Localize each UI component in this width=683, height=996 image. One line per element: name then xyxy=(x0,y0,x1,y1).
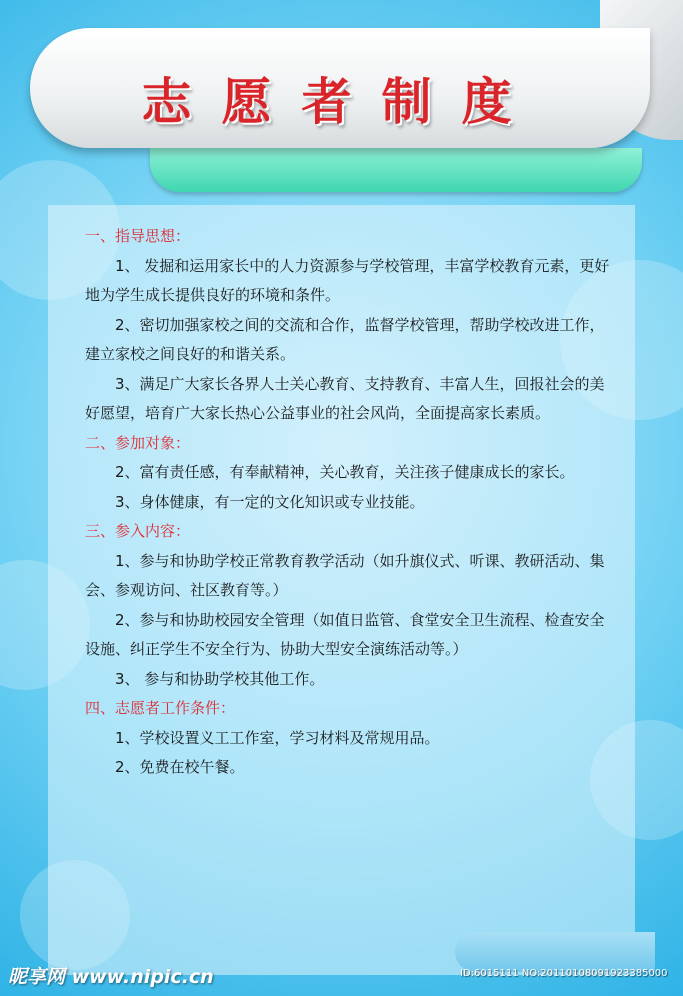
paragraph: 1、学校设置义工工作室，学习材料及常规用品。 xyxy=(115,728,440,747)
paragraph: 2、参与和协助校园安全管理（如值日监管、食堂安全卫生流程、检查安全设施、纠正学生不安全行为、协助大型安全演练活动等。） xyxy=(85,610,605,658)
paragraph: 1、参与和协助学校正常教育教学活动（如升旗仪式、听课、教研活动、集会、参观访问、社区教育等。） xyxy=(85,551,605,599)
watermark-logo: 昵享网 www.nipic.cn xyxy=(8,966,214,988)
bottom-tab-decoration xyxy=(455,932,655,972)
paragraph: 2、免费在校午餐。 xyxy=(115,758,245,776)
header-green-tab xyxy=(150,148,642,192)
section-heading: 一、指导思想： xyxy=(85,227,191,245)
paragraph: 3、 参与和协助学校其他工作。 xyxy=(115,669,325,688)
section-heading: 四、志愿者工作条件： xyxy=(85,699,236,717)
paragraph: 3、身体健康，有一定的文化知识或专业技能。 xyxy=(115,492,425,511)
watermark-id: ID:6015111 NO:20110108091923385000 xyxy=(460,968,668,979)
section-heading: 二、参加对象： xyxy=(85,433,191,452)
paragraph: 1、 发掘和运用家长中的人力资源参与学校管理，丰富学校教育元素，更好地为学生成长提供良好的环境和条件。 xyxy=(85,256,610,304)
paragraph: 2、富有责任感，有奉献精神，关心教育，关注孩子健康成长的家长。 xyxy=(115,463,575,481)
section-heading: 三、参入内容： xyxy=(85,522,191,540)
paragraph: 2、密切加强家校之间的交流和合作，监督学校管理，帮助学校改进工作，建立家校之间良好的和谐关系。 xyxy=(85,315,605,363)
page-title: 志愿者制度 xyxy=(141,72,542,131)
content-body xyxy=(85,222,613,783)
paragraph: 3、满足广大家长各界人士关心教育、支持教育、丰富人生，回报社会的美好愿望，培育广大家长热心公益事业的社会风尚，全面提高家长素质。 xyxy=(85,374,605,422)
